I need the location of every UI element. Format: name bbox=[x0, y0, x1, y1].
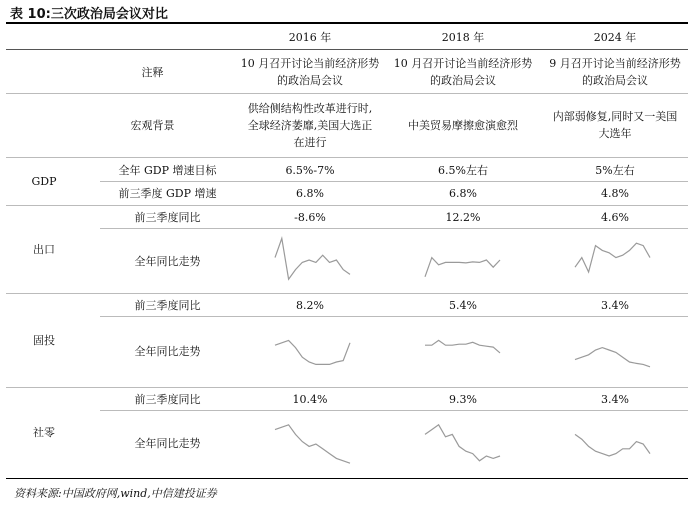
divider bbox=[6, 293, 688, 294]
macro-2016-line2: 全球经济萎靡,美国大选正 bbox=[247, 118, 373, 132]
macro-label: 宏观背景 bbox=[130, 118, 175, 132]
notes-2024-line1: 9 月召开讨论当前经济形势 bbox=[549, 57, 681, 70]
trend-line bbox=[575, 243, 650, 272]
macro-2016-line3: 在进行 bbox=[293, 135, 327, 149]
fai-ytd-2016: 8.2% bbox=[296, 298, 324, 312]
export-group-label: 出口 bbox=[33, 243, 55, 256]
macro-2018 bbox=[388, 96, 538, 154]
trend-line bbox=[425, 258, 500, 277]
divider bbox=[6, 93, 688, 94]
header-divider bbox=[6, 49, 688, 50]
gdp-group-label: GDP bbox=[31, 174, 57, 188]
fai-trend-2024-sparkline bbox=[575, 326, 650, 374]
retail-trend-2024-sparkline bbox=[575, 420, 650, 468]
divider bbox=[100, 228, 688, 229]
export-ytd-2016: -8.6% bbox=[294, 210, 326, 224]
bottom-rule bbox=[6, 478, 688, 479]
source-note: 资料来源:中国政府网,wind,中信建投证券 bbox=[14, 487, 217, 500]
fai-ytd-2018: 5.4% bbox=[449, 298, 477, 312]
divider bbox=[100, 316, 688, 317]
retail-trend-label: 全年同比走势 bbox=[134, 436, 201, 450]
trend-line bbox=[425, 340, 500, 353]
divider bbox=[100, 181, 688, 182]
fai-ytd-2024: 3.4% bbox=[601, 298, 629, 312]
gdp-ytd-2018: 6.8% bbox=[449, 186, 477, 200]
gdp-ytd-2024: 4.8% bbox=[601, 186, 629, 200]
trend-line bbox=[575, 348, 650, 367]
notes-2016 bbox=[235, 52, 385, 92]
gdp-target-2018: 6.5%左右 bbox=[438, 163, 488, 177]
retail-ytd-2016: 10.4% bbox=[292, 392, 328, 406]
macro-2024-line1: 内部弱修复,同时又一美国 bbox=[552, 110, 678, 123]
retail-group-label: 社零 bbox=[33, 425, 55, 439]
notes-2016-line1: 10 月召开讨论当前经济形势 bbox=[240, 57, 380, 70]
retail-ytd-label: 前三季度同比 bbox=[134, 392, 201, 406]
divider bbox=[6, 205, 688, 206]
retail-trend-2016-sparkline bbox=[275, 420, 350, 468]
notes-2024 bbox=[540, 52, 690, 92]
gdp-ytd-label: 前三季度 GDP 增速 bbox=[118, 186, 217, 200]
trend-line bbox=[275, 425, 350, 463]
retail-ytd-2024: 3.4% bbox=[601, 392, 629, 406]
export-ytd-2018: 12.2% bbox=[445, 210, 481, 224]
macro-2024-line2: 大选年 bbox=[598, 127, 632, 140]
export-trend-2024-sparkline bbox=[575, 236, 650, 284]
top-rule bbox=[6, 22, 688, 24]
fai-ytd-label: 前三季度同比 bbox=[134, 298, 201, 312]
retail-ytd-2018: 9.3% bbox=[449, 392, 477, 406]
gdp-target-2024: 5%左右 bbox=[595, 163, 635, 177]
export-trend-2016-sparkline bbox=[275, 236, 350, 284]
retail-trend-2018-sparkline bbox=[425, 420, 500, 468]
fai-trend-2018-sparkline bbox=[425, 326, 500, 374]
divider bbox=[6, 157, 688, 158]
divider bbox=[100, 410, 688, 411]
macro-2024 bbox=[540, 96, 690, 154]
year-2024: 2024 年 bbox=[593, 30, 637, 44]
gdp-target-2016: 6.5%-7% bbox=[285, 163, 335, 177]
divider bbox=[6, 387, 688, 388]
fai-trend-label: 全年同比走势 bbox=[134, 344, 201, 358]
export-trend-2018-sparkline bbox=[425, 236, 500, 284]
notes-2018-line2: 的政治局会议 bbox=[430, 74, 496, 87]
trend-line bbox=[575, 434, 650, 456]
export-ytd-label: 前三季度同比 bbox=[134, 210, 201, 224]
trend-line bbox=[425, 425, 500, 461]
gdp-target-label: 全年 GDP 增速目标 bbox=[118, 163, 217, 177]
notes-2018-line1: 10 月召开讨论当前经济形势 bbox=[393, 57, 533, 70]
export-trend-label: 全年同比走势 bbox=[134, 254, 201, 268]
macro-2016 bbox=[235, 96, 385, 154]
fai-group-label: 固投 bbox=[33, 333, 55, 347]
table-title: 表 10:三次政治局会议对比 bbox=[10, 7, 168, 22]
notes-label: 注释 bbox=[141, 65, 164, 79]
fai-trend-2016-sparkline bbox=[275, 326, 350, 374]
year-2018: 2018 年 bbox=[441, 30, 485, 44]
trend-line bbox=[275, 238, 350, 279]
macro-2016-line1: 供给侧结构性改革进行时, bbox=[247, 101, 373, 115]
export-ytd-2024: 4.6% bbox=[601, 210, 629, 224]
notes-2018 bbox=[388, 52, 538, 92]
notes-2016-line2: 的政治局会议 bbox=[277, 74, 343, 87]
year-2016: 2016 年 bbox=[288, 30, 332, 44]
gdp-ytd-2016: 6.8% bbox=[296, 186, 324, 200]
trend-line bbox=[275, 340, 350, 364]
notes-2024-line2: 的政治局会议 bbox=[582, 74, 648, 87]
macro-2018-line1: 中美贸易摩擦愈演愈烈 bbox=[408, 118, 518, 132]
